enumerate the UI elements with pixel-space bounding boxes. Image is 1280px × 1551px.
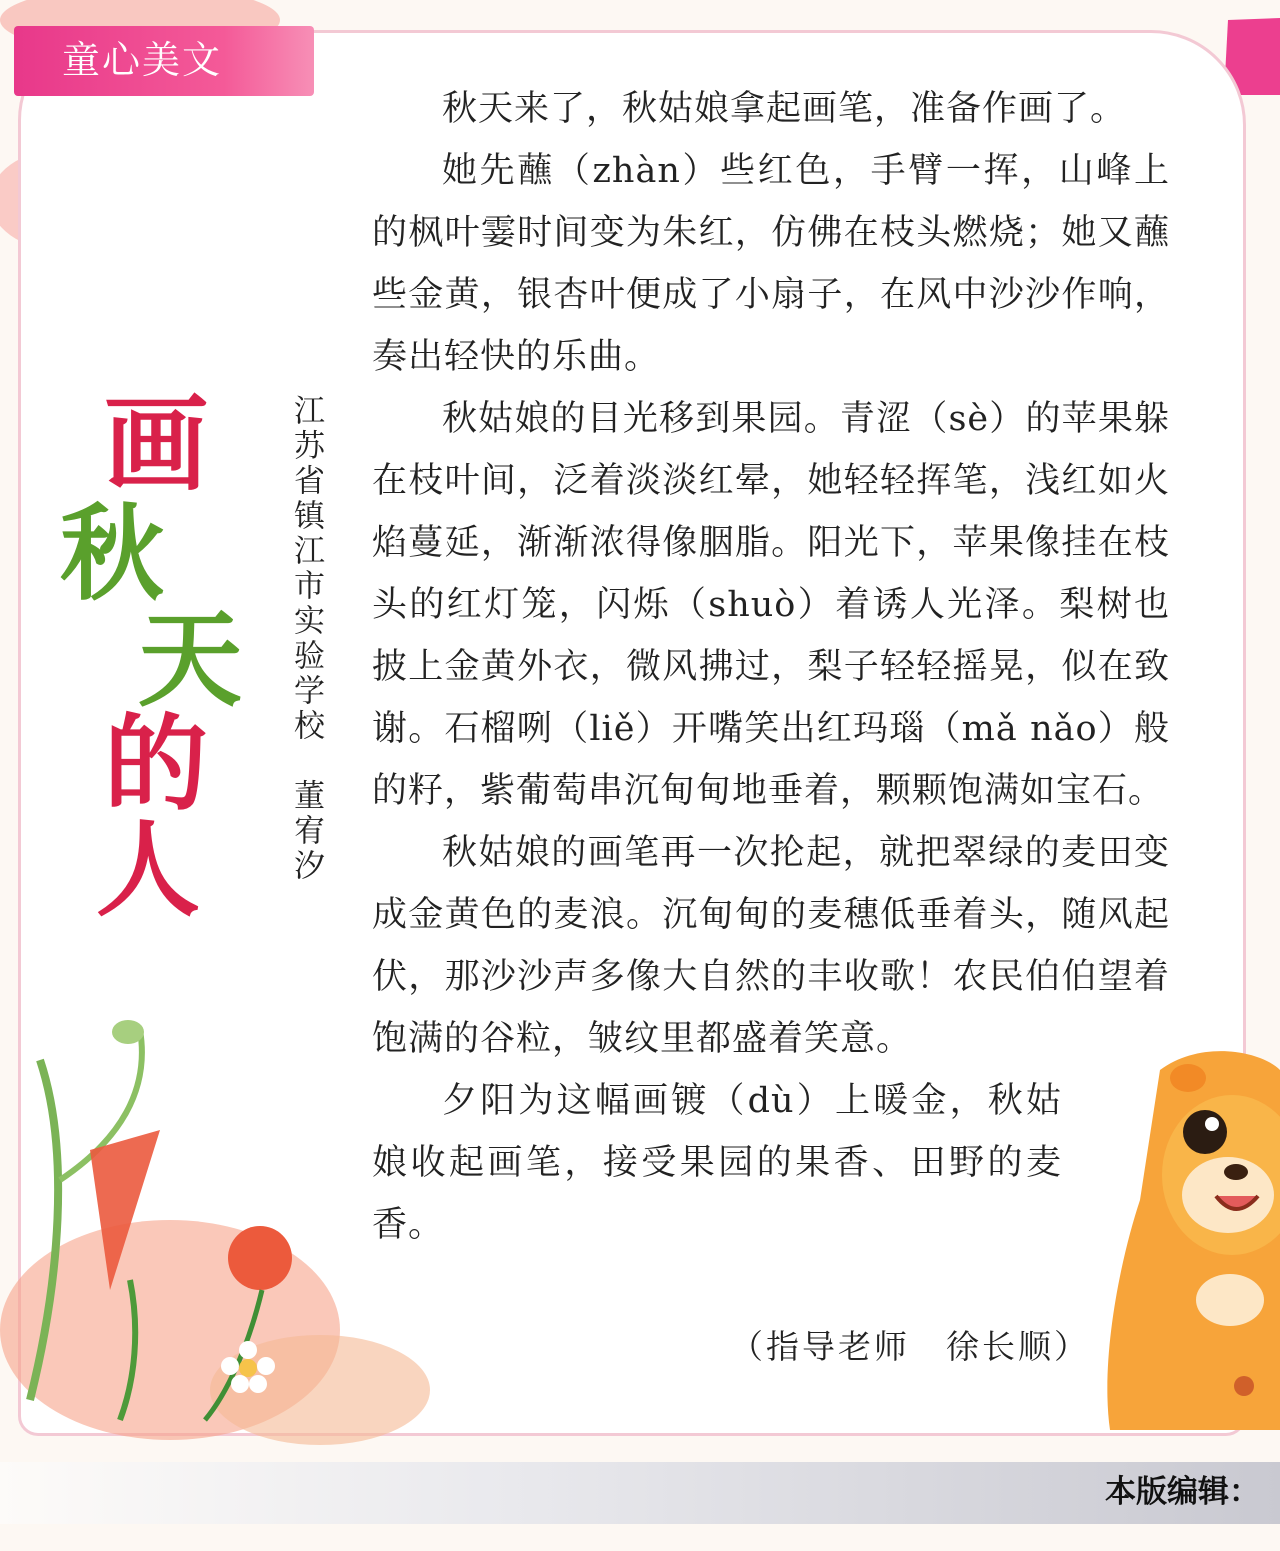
article-paragraph: 夕阳为这幅画镀（dù）上暖金，秋姑娘收起画笔，接受果园的果香、田野的麦香。 [372,1081,1062,1245]
title-char: 秋 [60,493,165,615]
title-char: 天 [138,599,243,721]
article-paragraph: 秋姑娘的画笔再一次抡起，就把翠绿的麦田变成金黄色的麦浪。沉甸甸的麦穗低垂着头，随风起伏，那沙沙声多像大自然的丰收歌！农民伯伯望着饱满的谷粒，皱纹里都盛着笑意。 [372,833,1170,1059]
title-char: 人 [96,809,201,931]
author-name: 董宥汐 [288,779,324,884]
footer-bar [0,1462,1280,1524]
article-paragraph: 秋姑娘的目光移到果园。青涩（sè）的苹果躲在枝叶间，泛着淡淡红晕，她轻轻挥笔，浅红如火焰蔓延，渐渐浓得像胭脂。阳光下，苹果像挂在枝头的红灯笼，闪烁（shuò）着诱人光泽。梨树也披上金黄外衣，微风拂过，梨子轻轻摇晃，似在致谢。石榴咧（liě）开嘴笑出红玛瑙（mǎ nǎo）般的籽，紫葡萄串沉甸甸地垂着，颗颗饱满如宝石。 [372,399,1170,811]
footer-editor-label: 本版编辑： [1105,1474,1260,1510]
article-paragraph: 秋天来了，秋姑娘拿起画笔，准备作画了。 [442,89,1127,129]
title-char: 画 [104,383,209,505]
title-char: 的 [104,703,209,825]
author-school: 江苏省镇江市实验学校 [288,394,324,744]
teacher-credit: （指导老师 徐长顺） [730,1327,1090,1366]
column-name: 童心美文 [62,38,223,82]
article-paragraph: 她先蘸（zhàn）些红色，手臂一挥，山峰上的枫叶霎时间变为朱红，仿佛在枝头燃烧；她又蘸些金黄，银杏叶便成了小扇子，在风中沙沙作响，奏出轻快的乐曲。 [372,151,1170,377]
